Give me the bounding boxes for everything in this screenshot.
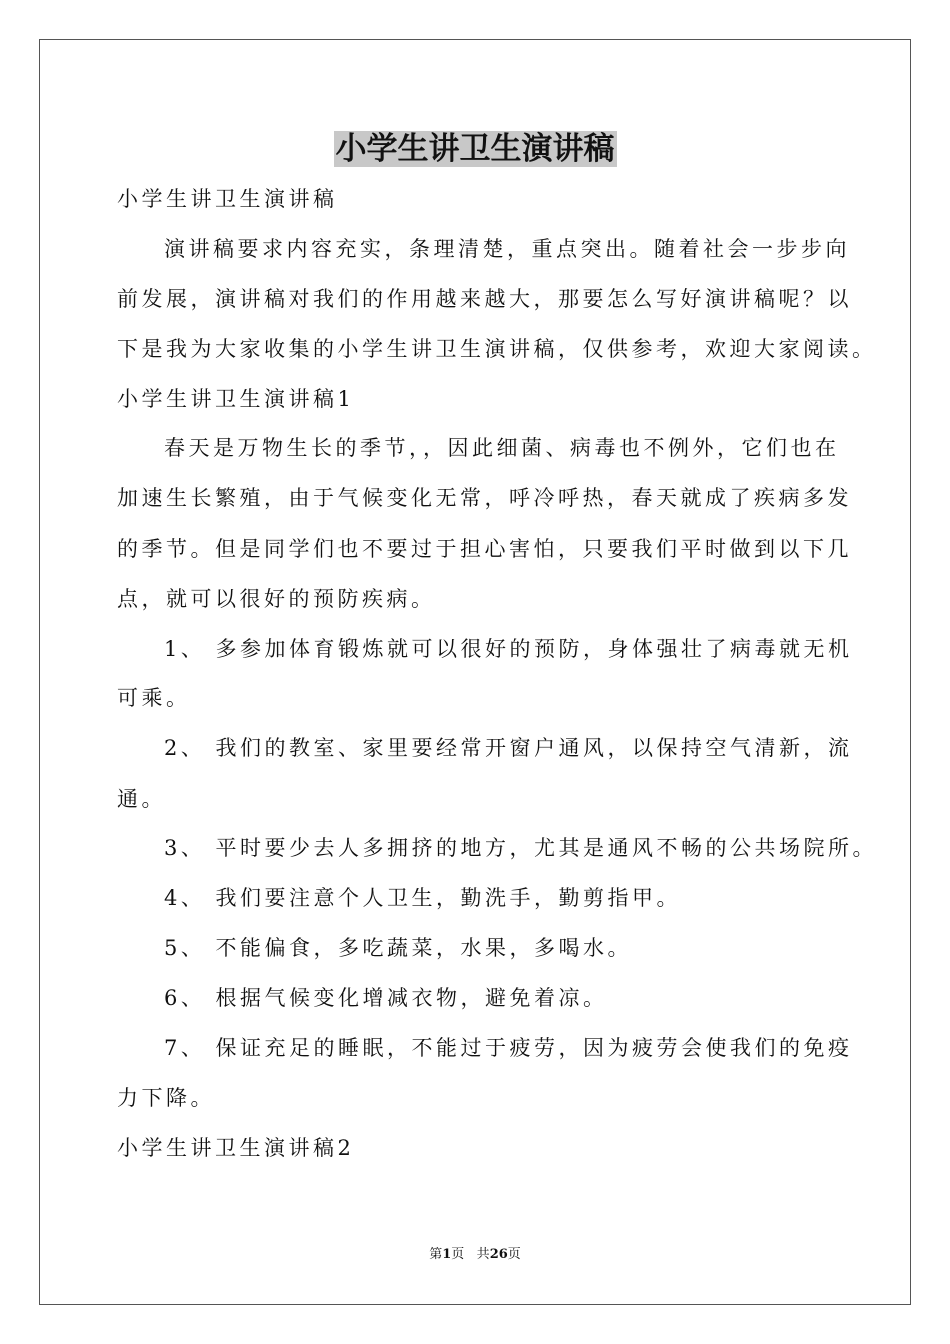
paragraph-line: 春天是万物生长的季节，，因此细菌、病毒也不例外，它们也在 [164, 436, 840, 460]
page-border [39, 39, 911, 1305]
list-item-2-cont: 通。 [117, 787, 166, 811]
list-item-7: 7、 保证充足的睡眠，不能过于疲劳，因为疲劳会使我们的免疫 [164, 1036, 853, 1060]
section-heading-2: 小学生讲卫生演讲稿2 [117, 1136, 355, 1160]
total-prefix: 共 [476, 1247, 490, 1262]
total-pages: 26 [489, 1247, 508, 1262]
paragraph-line: 的季节。但是同学们也不要过于担心害怕，只要我们平时做到以下几 [117, 537, 852, 561]
list-item-6: 6、 根据气候变化增减衣物，避免着凉。 [164, 986, 608, 1010]
paragraph-line: 演讲稿要求内容充实，条理清楚，重点突出。随着社会一步步向 [164, 237, 850, 261]
paragraph-line: 前发展，演讲稿对我们的作用越来越大，那要怎么写好演讲稿呢？以 [117, 287, 852, 311]
paragraph-line: 加速生长繁殖，由于气候变化无常，呼冷呼热，春天就成了疾病多发 [117, 486, 852, 510]
subtitle-line: 小学生讲卫生演讲稿 [117, 187, 338, 211]
list-item-1: 1、 多参加体育锻炼就可以很好的预防，身体强壮了病毒就无机 [164, 637, 853, 661]
paragraph-line: 点，就可以很好的预防疾病。 [117, 587, 436, 611]
list-item-4: 4、 我们要注意个人卫生，勤洗手，勤剪指甲。 [164, 886, 682, 910]
page-number: 1 [442, 1247, 452, 1262]
page-footer [0, 1245, 950, 1265]
total-suffix: 页 [507, 1247, 521, 1262]
page-suffix: 页 [451, 1247, 465, 1262]
paragraph-line: 下是我为大家收集的小学生讲卫生演讲稿，仅供参考，欢迎大家阅读。 [117, 337, 877, 361]
list-item-2: 2、 我们的教室、家里要经常开窗户通风，以保持空气清新，流 [164, 736, 853, 760]
list-item-7-cont: 力下降。 [117, 1086, 215, 1110]
document-title-text: 小学生讲卫生演讲稿 [335, 131, 615, 167]
list-item-5: 5、 不能偏食，多吃蔬菜，水果，多喝水。 [164, 936, 633, 960]
section-heading-1: 小学生讲卫生演讲稿1 [117, 387, 355, 411]
list-item-3: 3、 平时要少去人多拥挤的地方，尤其是通风不畅的公共场院所。 [164, 836, 878, 860]
list-item-1-cont: 可乘。 [117, 686, 191, 710]
document-title [0, 126, 950, 172]
page-prefix: 第 [429, 1247, 443, 1262]
